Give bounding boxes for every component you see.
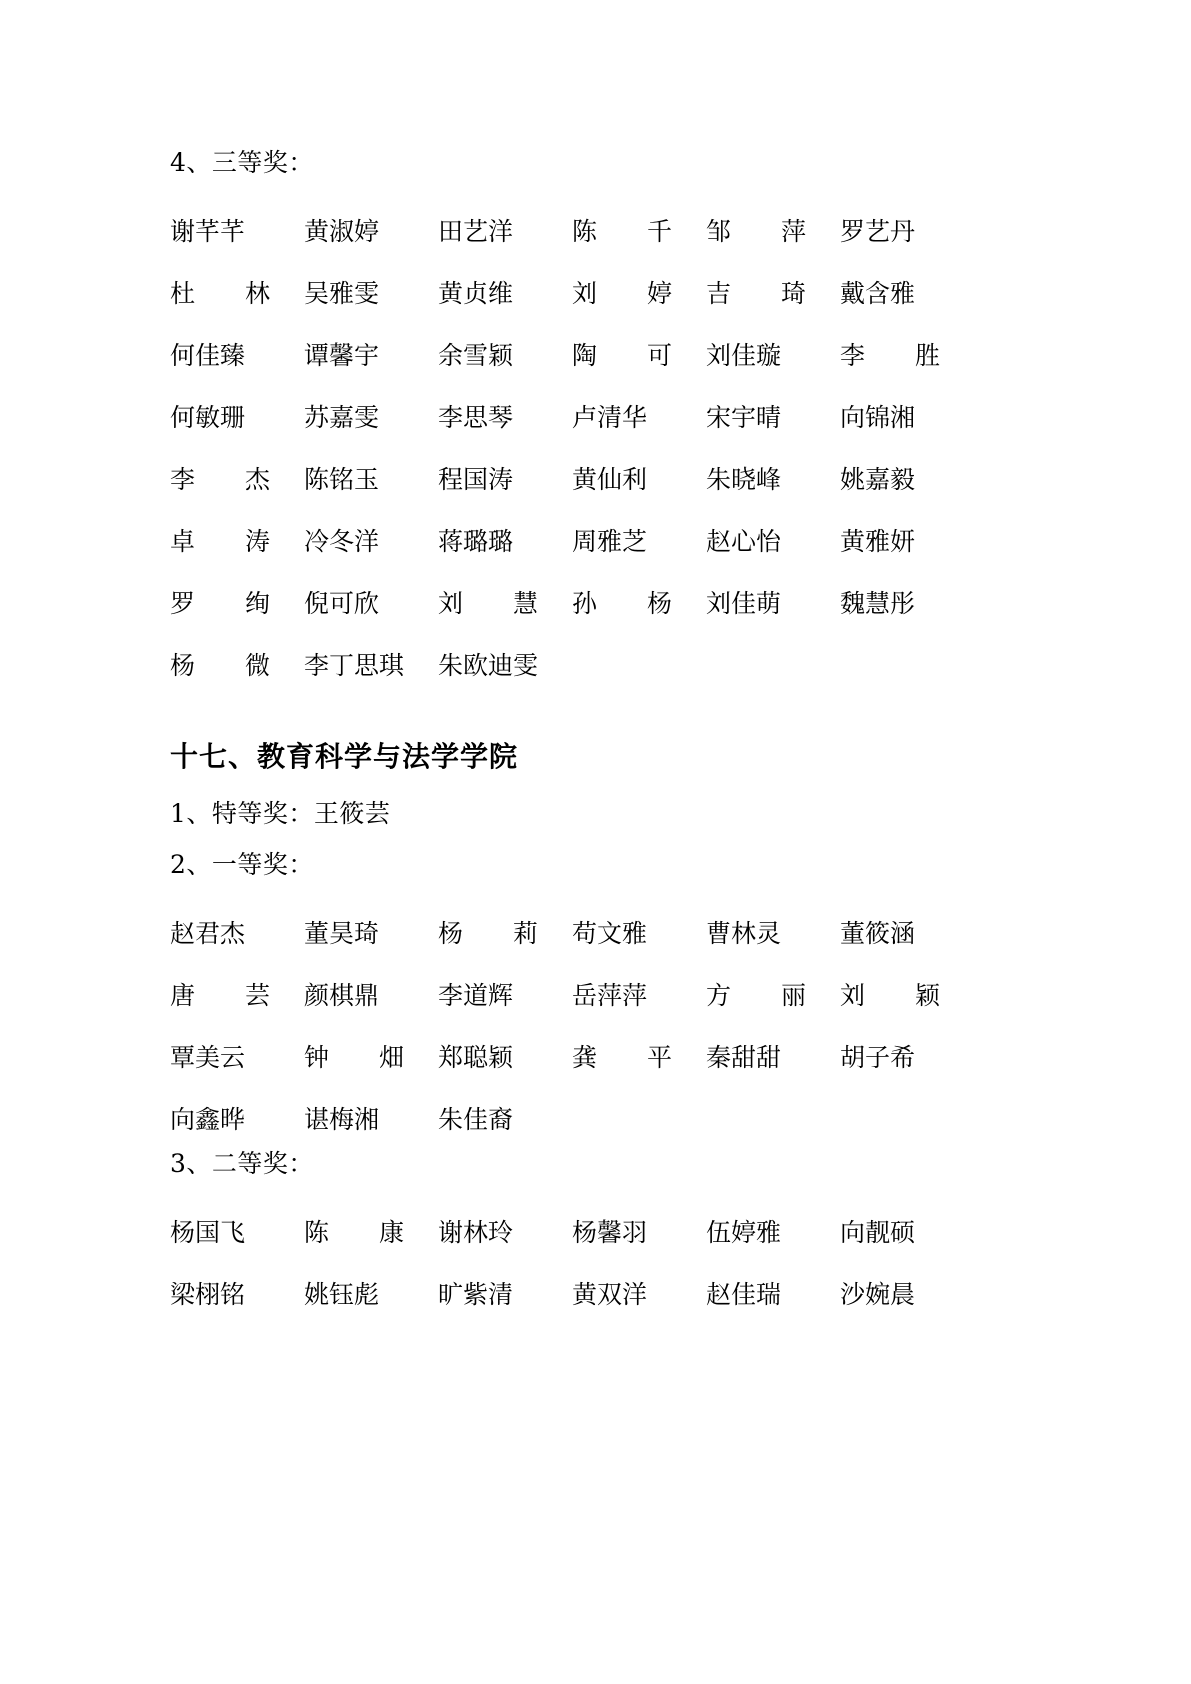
- name-item: 姚嘉毅: [840, 465, 916, 494]
- name-item: 覃美云: [170, 1043, 246, 1072]
- name-item: [840, 325, 974, 387]
- name-text: 杨微: [170, 651, 270, 680]
- name-item: 董筱涵: [840, 919, 916, 948]
- name-text: 邹萍: [706, 217, 806, 246]
- name-item: 宋宇晴: [706, 403, 782, 432]
- name-item: [572, 1089, 706, 1151]
- name-text: 吉琦: [706, 279, 806, 308]
- name-text: 刘颖: [840, 981, 940, 1010]
- name-item: 朱佳裔: [438, 1105, 514, 1134]
- name-item: 谢林玲: [438, 1218, 514, 1247]
- name-item: 谭馨宇: [304, 341, 380, 370]
- name-item: [304, 1027, 438, 1089]
- name-item: [572, 201, 706, 263]
- name-item: [438, 903, 572, 965]
- name-item: 苏嘉雯: [304, 403, 380, 432]
- name-item: 吴雅雯: [304, 279, 380, 308]
- name-text: 钟畑: [304, 1043, 404, 1072]
- name-text: 罗绚: [170, 589, 270, 618]
- name-text: 杨莉: [438, 919, 538, 948]
- name-item: 罗艺丹: [840, 217, 916, 246]
- name-item: [170, 635, 304, 697]
- name-text: 李杰: [170, 465, 270, 494]
- name-text: 陈康: [304, 1218, 404, 1247]
- name-text: 陶可: [572, 341, 672, 370]
- name-item: [840, 965, 974, 1027]
- second-prize-name-grid: [170, 1202, 1031, 1326]
- name-item: [840, 1089, 974, 1151]
- name-item: [304, 1202, 438, 1264]
- name-item: 刘佳萌: [706, 589, 782, 618]
- name-item: 黄仙利: [572, 465, 648, 494]
- name-text: 方丽: [706, 981, 806, 1010]
- third-prize-label: 4、三等奖：: [170, 148, 314, 177]
- third-prize-name-grid: [170, 201, 1031, 697]
- name-item: 李道辉: [438, 981, 514, 1010]
- name-item: 苟文雅: [572, 919, 648, 948]
- first-prize-name-grid: [170, 903, 1031, 1151]
- name-item: [840, 635, 974, 697]
- name-item: [706, 635, 840, 697]
- name-item: 秦甜甜: [706, 1043, 782, 1072]
- name-text: 唐芸: [170, 981, 270, 1010]
- name-text: 龚平: [572, 1043, 672, 1072]
- name-item: 李丁思琪: [304, 651, 405, 680]
- name-item: [706, 201, 840, 263]
- name-item: 向鑫晔: [170, 1105, 246, 1134]
- name-item: 谌梅湘: [304, 1105, 380, 1134]
- name-item: 冷冬洋: [304, 527, 380, 556]
- name-item: 黄双洋: [572, 1280, 648, 1309]
- name-item: 程国涛: [438, 465, 514, 494]
- name-item: 刘佳璇: [706, 341, 782, 370]
- name-item: [706, 965, 840, 1027]
- name-item: 周雅芝: [572, 527, 648, 556]
- name-item: 杨国飞: [170, 1218, 246, 1247]
- name-item: 戴含雅: [840, 279, 916, 308]
- name-item: 旷紫清: [438, 1280, 514, 1309]
- name-item: 朱晓峰: [706, 465, 782, 494]
- name-item: 田艺洋: [438, 217, 514, 246]
- name-item: 董昊琦: [304, 919, 380, 948]
- name-item: 颜棋鼎: [304, 981, 380, 1010]
- name-item: 沙婉晨: [840, 1280, 916, 1309]
- name-item: 蒋璐璐: [438, 527, 514, 556]
- name-item: 谢芊芊: [170, 217, 246, 246]
- name-item: [572, 635, 706, 697]
- name-item: 胡子希: [840, 1043, 916, 1072]
- name-item: 魏慧彤: [840, 589, 916, 618]
- name-text: 刘婷: [572, 279, 672, 308]
- name-item: [438, 573, 572, 635]
- special-prize-line: 1、特等奖：王筱芸: [170, 799, 391, 828]
- name-item: [706, 1089, 840, 1151]
- name-item: [572, 325, 706, 387]
- name-item: [170, 965, 304, 1027]
- name-item: 杨馨羽: [572, 1218, 648, 1247]
- section-third-prize: [170, 150, 1031, 697]
- name-text: 刘慧: [438, 589, 538, 618]
- second-prize-label: 3、二等奖：: [170, 1149, 314, 1178]
- name-item: 向靓硕: [840, 1218, 916, 1247]
- name-item: [170, 449, 304, 511]
- name-item: 何敏珊: [170, 403, 246, 432]
- name-item: 向锦湘: [840, 403, 916, 432]
- name-item: [170, 573, 304, 635]
- name-item: [572, 1027, 706, 1089]
- name-item: 伍婷雅: [706, 1218, 782, 1247]
- name-item: 黄淑婷: [304, 217, 380, 246]
- name-item: 李思琴: [438, 403, 514, 432]
- name-item: 余雪颖: [438, 341, 514, 370]
- name-item: 曹林灵: [706, 919, 782, 948]
- name-item: 卢清华: [572, 403, 648, 432]
- name-item: 姚钰彪: [304, 1280, 380, 1309]
- name-item: [170, 511, 304, 573]
- name-item: 朱欧迪雯: [438, 651, 539, 680]
- first-prize-label: 2、一等奖：: [170, 850, 314, 879]
- name-item: 黄贞维: [438, 279, 514, 308]
- name-text: 孙杨: [572, 589, 672, 618]
- name-item: 倪可欣: [304, 589, 380, 618]
- name-text: 杜林: [170, 279, 270, 308]
- name-item: [572, 573, 706, 635]
- name-item: 郑聪颖: [438, 1043, 514, 1072]
- name-item: [170, 263, 304, 325]
- name-text: 李胜: [840, 341, 940, 370]
- name-text: 卓涛: [170, 527, 270, 556]
- name-item: 何佳臻: [170, 341, 246, 370]
- name-item: 黄雅妍: [840, 527, 916, 556]
- name-item: [572, 263, 706, 325]
- name-text: 陈千: [572, 217, 672, 246]
- name-item: 赵佳瑞: [706, 1280, 782, 1309]
- name-item: 赵心怡: [706, 527, 782, 556]
- name-item: 梁栩铭: [170, 1280, 246, 1309]
- name-item: 岳萍萍: [572, 981, 648, 1010]
- name-item: 赵君杰: [170, 919, 246, 948]
- name-item: 陈铭玉: [304, 465, 380, 494]
- name-item: [706, 263, 840, 325]
- college-heading: 十七、教育科学与法学学院: [170, 740, 519, 773]
- section-spacer: [170, 697, 1031, 743]
